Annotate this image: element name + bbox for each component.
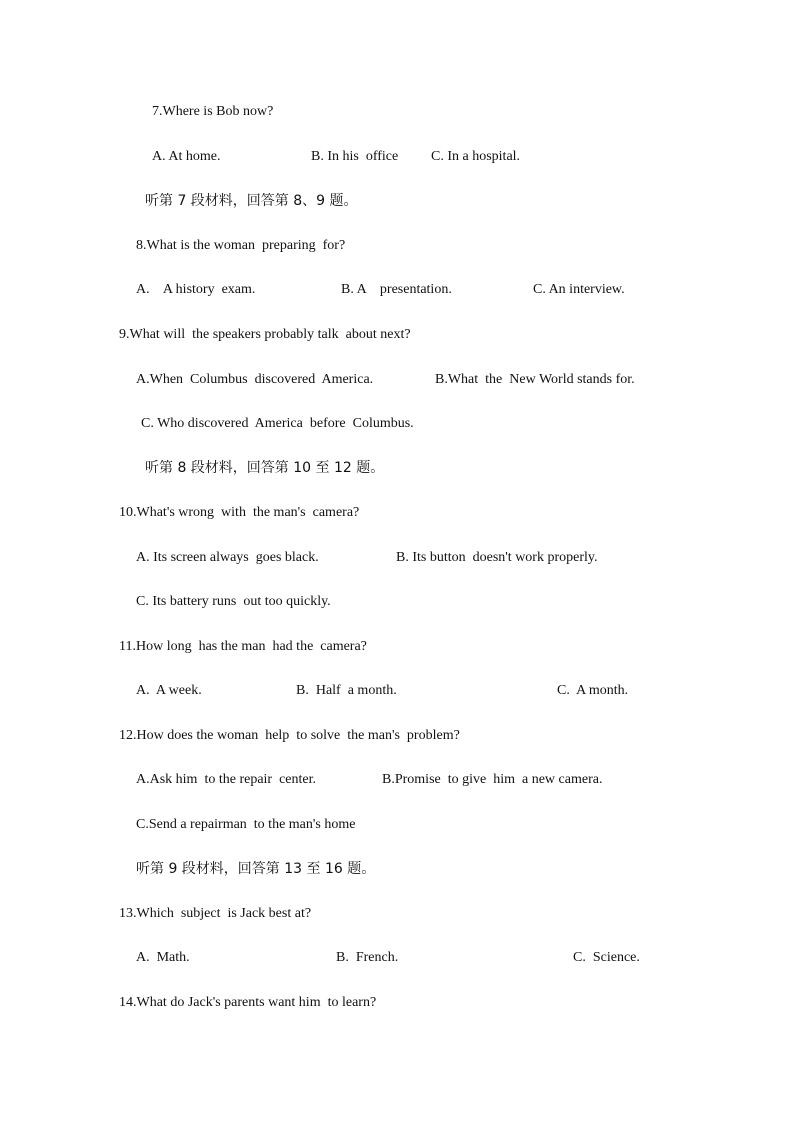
question-14: 14.What do Jack's parents want him to learn? bbox=[119, 995, 377, 1010]
question-9-option-a: A.When Columbus discovered America. bbox=[136, 372, 374, 387]
question-12-option-b: B.Promise to give him a new camera. bbox=[382, 772, 603, 787]
question-12-option-a: A.Ask him to the repair center. bbox=[136, 772, 317, 787]
question-10-option-b: B. Its button doesn't work properly. bbox=[396, 550, 598, 565]
question-7-option-b: B. In his office bbox=[311, 149, 399, 164]
question-7-option-a: A. At home. bbox=[152, 149, 221, 164]
question-10: 10.What's wrong with the man's camera? bbox=[119, 505, 360, 520]
question-7: 7.Where is Bob now? bbox=[152, 104, 274, 119]
question-12-option-c: C.Send a repairman to the man's home bbox=[136, 817, 356, 832]
question-11-option-b: B. Half a month. bbox=[296, 683, 397, 698]
question-8: 8.What is the woman preparing for? bbox=[136, 238, 346, 253]
question-13: 13.Which subject is Jack best at? bbox=[119, 906, 312, 921]
question-13-option-b: B. French. bbox=[336, 950, 399, 965]
question-7-option-c: C. In a hospital. bbox=[431, 149, 521, 164]
question-11-option-c: C. A month. bbox=[557, 683, 629, 698]
question-11: 11.How long has the man had the camera? bbox=[119, 639, 367, 654]
question-9-option-c: C. Who discovered America before Columbus. bbox=[141, 416, 414, 431]
section-7-instruction: 听第 7 段材料，回答第 8、9 题。 bbox=[145, 193, 358, 209]
question-11-option-a: A. A week. bbox=[136, 683, 202, 698]
question-13-option-a: A. Math. bbox=[136, 950, 190, 965]
question-9: 9.What will the speakers probably talk about next? bbox=[119, 327, 411, 342]
question-8-option-c: C. An interview. bbox=[533, 282, 625, 297]
question-12: 12.How does the woman help to solve the man's problem? bbox=[119, 728, 460, 743]
question-8-option-a: A. A history exam. bbox=[136, 282, 256, 297]
question-10-option-c: C. Its battery runs out too quickly. bbox=[136, 594, 331, 609]
question-9-option-b: B.What the New World stands for. bbox=[435, 372, 635, 387]
question-13-option-c: C. Science. bbox=[573, 950, 640, 965]
section-9-instruction: 听第 9 段材料，回答第 13 至 16 题。 bbox=[136, 861, 376, 877]
section-8-instruction: 听第 8 段材料，回答第 10 至 12 题。 bbox=[145, 460, 385, 476]
question-10-option-a: A. Its screen always goes black. bbox=[136, 550, 319, 565]
question-8-option-b: B. A presentation. bbox=[341, 282, 452, 297]
